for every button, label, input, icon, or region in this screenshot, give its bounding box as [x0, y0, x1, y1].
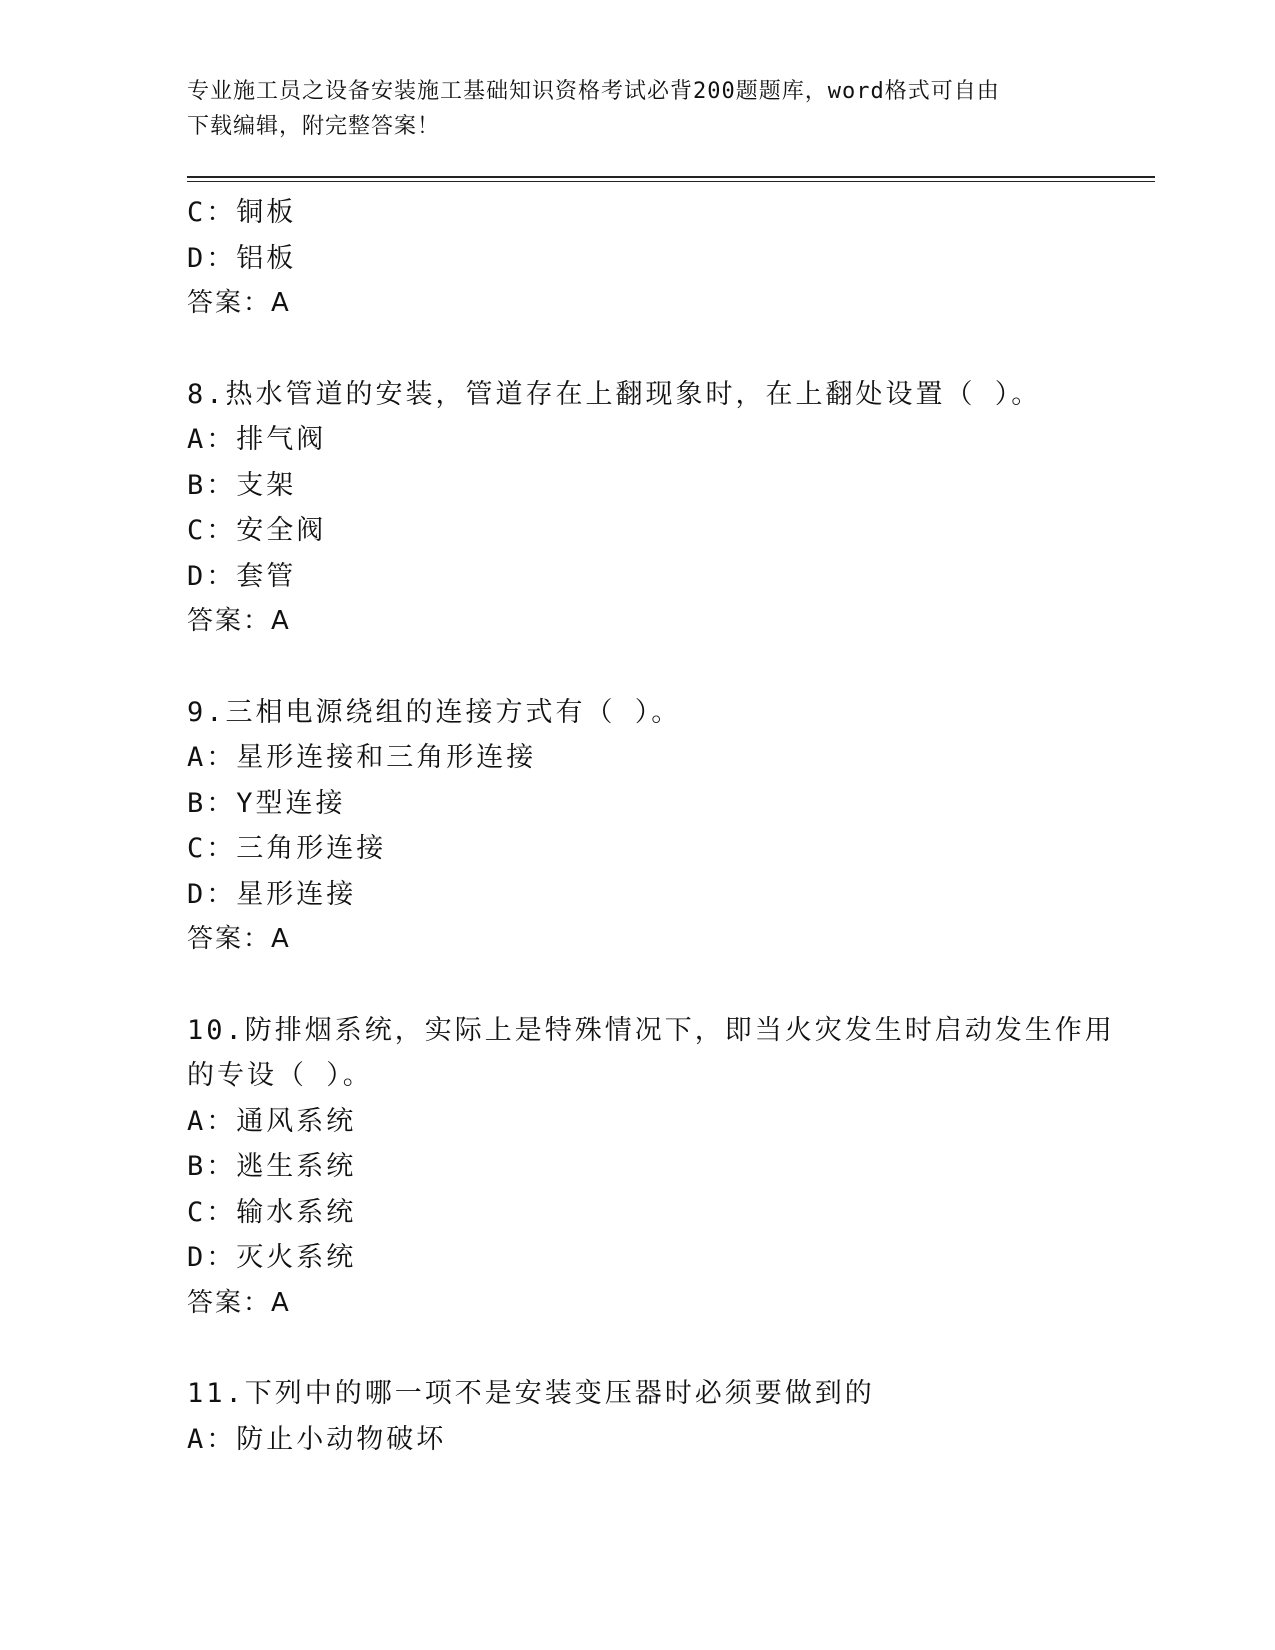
spacer [187, 963, 1127, 1008]
answer-line: 答案：A [187, 288, 291, 318]
option-a: A：防止小动物破坏 [187, 1423, 447, 1455]
option-a: A：排气阀 [187, 424, 327, 455]
header-divider-thick [187, 176, 1155, 178]
header-title-line-1: 专业施工员之设备安装施工基础知识资格考试必背200题题库，word格式可自由 [187, 79, 1000, 104]
answer-line: 答案：A [187, 606, 291, 636]
spacer [187, 645, 1127, 690]
question-stem: 11.下列中的哪一项不是安装变压器时必须要做到的 [187, 1378, 875, 1409]
option-b: B：Y型连接 [187, 787, 346, 819]
option-c: C：安全阀 [187, 515, 327, 546]
header-divider-thin [187, 181, 1155, 182]
option-d: D：套管 [187, 560, 297, 592]
option-c: C：输水系统 [187, 1196, 357, 1228]
option-b: B：支架 [187, 469, 297, 501]
option-c: C：铜板 [187, 197, 297, 228]
answer-line: 答案：A [187, 924, 291, 954]
option-c: C：三角形连接 [187, 833, 387, 864]
option-d: D：灭火系统 [187, 1242, 357, 1273]
question-stem-line-2: 的专设（ ）。 [187, 1060, 373, 1091]
option-a: A：通风系统 [187, 1105, 357, 1137]
option-d: D：星形连接 [187, 878, 357, 910]
option-a: A：星形连接和三角形连接 [187, 742, 537, 773]
document-header [187, 74, 1067, 144]
question-stem-line-1: 10.防排烟系统，实际上是特殊情况下，即当火灾发生时启动发生作用 [187, 1014, 1115, 1046]
option-b: B：逃生系统 [187, 1151, 357, 1182]
header-title-line-2: 下载编辑，附完整答案！ [187, 114, 441, 139]
spacer [187, 1326, 1127, 1371]
question-list [187, 190, 1127, 1462]
option-d: D：铝板 [187, 242, 297, 274]
answer-line: 答案：A [187, 1287, 291, 1318]
question-stem: 8.热水管道的安装，管道存在上翻现象时，在上翻处设置（ ）。 [187, 378, 1042, 410]
spacer [187, 327, 1127, 372]
question-stem: 9.三相电源绕组的连接方式有（ ）。 [187, 696, 682, 728]
